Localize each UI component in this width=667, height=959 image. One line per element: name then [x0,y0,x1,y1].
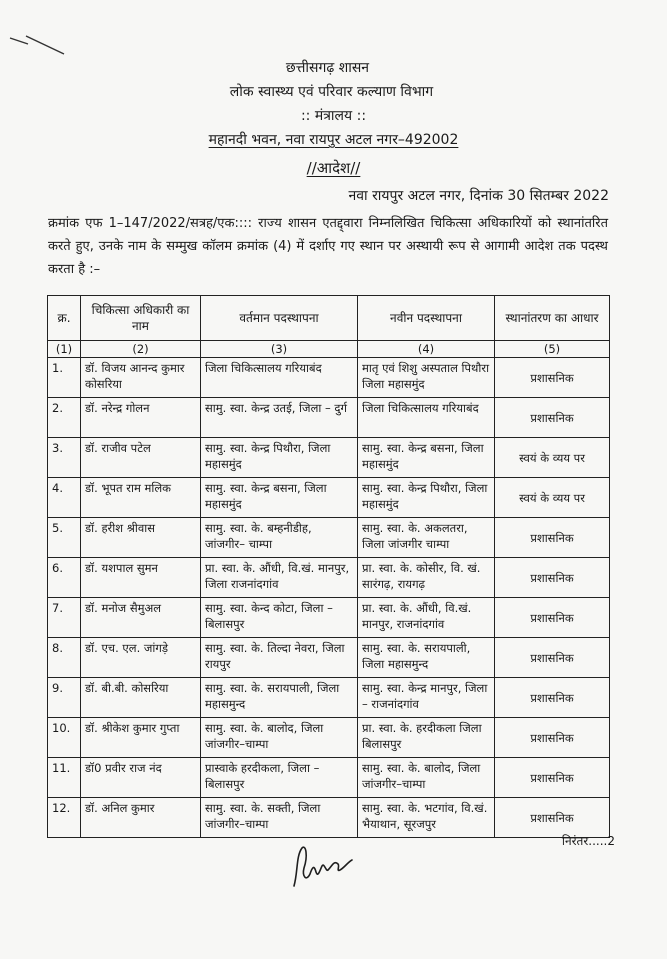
row-new-posting: प्रा. स्वा. के. हरदीकला जिला बिलासपुर [358,718,495,758]
row-basis: प्रशासनिक [495,718,610,758]
row-name: डॉ. बी.बी. कोसरिया [81,678,201,718]
row-basis: प्रशासनिक [495,518,610,558]
row-current-posting: सामु. स्वा. केन्द कोटा, जिला – बिलासपुर [201,598,358,638]
row-name: डॉ. अनिल कुमार [81,798,201,838]
row-new-posting: सामु. स्वा. केन्द्र मानपुर, जिला – राजनांदगांव [358,678,495,718]
row-sn: 9. [48,678,81,718]
row-current-posting: सामु. स्वा. के. बालोद, जिला जांजगीर–चाम्पा [201,718,358,758]
address-heading: महानदी भवन, नवा रायपुर अटल नगर–492002 [208,132,459,148]
col-header-name: चिकित्सा अधिकारी का नाम [81,296,201,341]
table-row [48,638,610,678]
table-row [48,398,610,438]
table-row [48,718,610,758]
col-number: (1) [48,341,81,358]
pen-mark-scribble [6,28,66,58]
order-paragraph: क्रमांक एफ 1–147/2022/सत्रह/एक:::: राज्य शासन एतद्द्वारा निम्नलिखित चिकित्सा अधिकारियों को स्थानांतरित करते हुए, उनके नाम के सम्मुख कॉलम क्रमांक (4) में दर्शाए गए स्थान पर अस्थायी रूप से आगामी आदेश तक पदस्थ करता है :– [48,216,608,277]
col-number: (2) [81,341,201,358]
column-number-row [48,341,610,358]
govt-heading: छत्तीसगढ़ शासन [285,60,370,76]
row-sn: 5. [48,518,81,558]
row-name: डॉ. राजीव पटेल [81,438,201,478]
table-row [48,478,610,518]
ministry-heading: :: मंत्रालय :: [300,108,367,124]
col-header-new: नवीन पदस्थापना [358,296,495,341]
row-sn: 11. [48,758,81,798]
row-new-posting: प्रा. स्वा. के. औंधी, वि.खं. मानपुर, राजनांदगांव [358,598,495,638]
row-sn: 10. [48,718,81,758]
table-row [48,598,610,638]
table-row [48,798,610,838]
row-current-posting: सामु. स्वा. के. बम्हनीडीह, जांजगीर– चाम्पा [201,518,358,558]
row-current-posting: सामु. स्वा. केन्द्र बसना, जिला महासमुंद [201,478,358,518]
row-name: डॉ. श्रीकेश कुमार गुप्ता [81,718,201,758]
col-number: (5) [495,341,610,358]
row-name: डॉ. नरेन्द्र गोलन [81,398,201,438]
table-header-row [48,296,610,341]
table-row [48,678,610,718]
row-name: डॉ. हरीश श्रीवास [81,518,201,558]
row-new-posting: सामु. स्वा. के. बालोद, जिला जांजगीर–चाम्पा [358,758,495,798]
row-current-posting: सामु. स्वा. केन्द्र उतई, जिला – दुर्ग [201,398,358,438]
row-name: डॉ0 प्रवीर राज नंद [81,758,201,798]
table-row [48,758,610,798]
table-row [48,558,610,598]
row-new-posting: जिला चिकित्सालय गरियाबंद [358,398,495,438]
continued-note: निरंतर.....2 [561,834,615,848]
row-sn: 7. [48,598,81,638]
row-current-posting: जिला चिकित्सालय गरियाबंद [201,358,358,398]
row-name: डॉ. मनोज सैमुअल [81,598,201,638]
row-sn: 8. [48,638,81,678]
handwritten-signature [288,842,358,892]
row-sn: 6. [48,558,81,598]
transfer-table [47,295,610,838]
row-basis: प्रशासनिक [495,798,610,838]
row-sn: 12. [48,798,81,838]
row-new-posting: सामु. स्वा. केन्द्र बसना, जिला महासमुंद [358,438,495,478]
row-sn: 2. [48,398,81,438]
row-basis: प्रशासनिक [495,758,610,798]
col-header-sn: क्र. [48,296,81,341]
row-basis: स्वयं के व्यय पर [495,478,610,518]
row-current-posting: सामु. स्वा. के. तिल्दा नेवरा, जिला रायपुर [201,638,358,678]
row-current-posting: सामु. स्वा. केन्द्र पिथौरा, जिला महासमुंद [201,438,358,478]
row-basis: प्रशासनिक [495,398,610,438]
col-number: (4) [358,341,495,358]
row-name: डॉ. भूपत राम मलिक [81,478,201,518]
row-new-posting: सामु. स्वा. के. अकलतरा, जिला जांजगीर चाम्पा [358,518,495,558]
department-heading: लोक स्वास्थ्य एवं परिवार कल्याण विभाग [229,84,434,100]
row-sn: 3. [48,438,81,478]
col-header-current: वर्तमान पदस्थापना [201,296,358,341]
row-new-posting: सामु. स्वा. केन्द्र पिथौरा, जिला महासमुंद [358,478,495,518]
row-current-posting: सामु. स्वा. के. सरायपाली, जिला महासमुन्द [201,678,358,718]
row-current-posting: प्रा. स्वा. के. औंधी, वि.खं. मानपुर, जिला राजनांदगांव [201,558,358,598]
row-basis: स्वयं के व्यय पर [495,438,610,478]
row-new-posting: सामु. स्वा. के. भटगांव, वि.खं. भैयाथान, सूरजपुर [358,798,495,838]
row-basis: प्रशासनिक [495,558,610,598]
row-basis: प्रशासनिक [495,638,610,678]
row-basis: प्रशासनिक [495,598,610,638]
table-row [48,438,610,478]
row-current-posting: सामु. स्वा. के. सक्ती, जिला जांजगीर–चाम्पा [201,798,358,838]
col-header-basis: स्थानांतरण का आधार [495,296,610,341]
col-number: (3) [201,341,358,358]
row-current-posting: प्रास्वाके हरदीकला, जिला – बिलासपुर [201,758,358,798]
row-new-posting: प्रा. स्वा. के. कोसीर, वि. खं. सारंगढ़, रायगढ़ [358,558,495,598]
row-basis: प्रशासनिक [495,678,610,718]
table-row [48,518,610,558]
row-new-posting: सामु. स्वा. के. सरायपाली, जिला महासमुन्द [358,638,495,678]
row-basis: प्रशासनिक [495,358,610,398]
row-name: डॉ. एच. एल. जांगड़े [81,638,201,678]
row-name: डॉ. यशपाल सुमन [81,558,201,598]
row-name: डॉ. विजय आनन्द कुमार कोसरिया [81,358,201,398]
row-sn: 1. [48,358,81,398]
order-title: //आदेश// [306,159,361,177]
row-sn: 4. [48,478,81,518]
date-line: नवा रायपुर अटल नगर, दिनांक 30 सितम्बर 2022 [348,188,609,204]
row-new-posting: मातृ एवं शिशु अस्पताल पिथौरा जिला महासमुंद [358,358,495,398]
table-row [48,358,610,398]
